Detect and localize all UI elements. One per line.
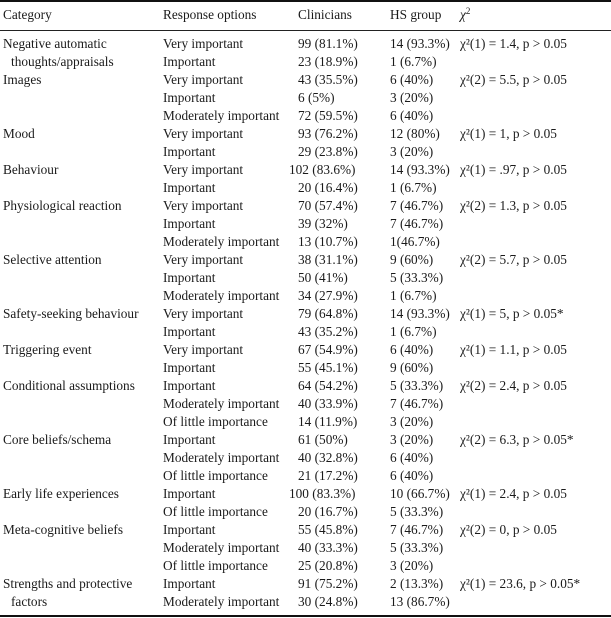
hs-group-cell: 3 (20%): [390, 558, 434, 573]
hs-group-cell: 6 (40%): [390, 342, 434, 357]
table-row: [0, 179, 611, 197]
hs-group-cell: 1 (6.7%): [390, 54, 437, 69]
response-option-cell: Important: [163, 360, 216, 375]
response-option-cell: Important: [163, 54, 216, 69]
table-row: [0, 35, 611, 53]
chi-square-cell: χ²(1) = 1.4, p > 0.05: [460, 36, 567, 51]
hs-group-cell: 10 (66.7%): [390, 486, 450, 501]
clinicians-cell: 70 (57.4%): [298, 198, 358, 213]
header-category: Category: [3, 7, 52, 22]
header-hs-group: HS group: [390, 7, 442, 22]
clinicians-cell: 34 (27.9%): [298, 288, 358, 303]
table-row: [0, 449, 611, 467]
table-row: [0, 359, 611, 377]
clinicians-cell: 64 (54.2%): [298, 378, 358, 393]
clinicians-cell: 25 (20.8%): [298, 558, 358, 573]
clinicians-cell: 91 (75.2%): [298, 576, 358, 591]
clinicians-cell: 43 (35.2%): [298, 324, 358, 339]
clinicians-cell: 67 (54.9%): [298, 342, 358, 357]
header-chi-square: $\chi^2$: [460, 6, 471, 22]
response-option-cell: Very important: [163, 342, 244, 357]
hs-group-cell: 3 (20%): [390, 90, 434, 105]
response-option-cell: Moderately important: [163, 288, 280, 303]
hs-group-cell: 6 (40%): [390, 72, 434, 87]
chi-square-cell: χ²(1) = 1.1, p > 0.05: [460, 342, 567, 357]
category-cell: factors: [11, 594, 48, 609]
table-row: [0, 143, 611, 161]
table-row: [0, 575, 611, 593]
response-option-cell: Very important: [163, 36, 244, 51]
response-option-cell: Very important: [163, 162, 244, 177]
category-cell: Core beliefs/schema: [3, 432, 112, 447]
hs-group-cell: 13 (86.7%): [390, 594, 450, 609]
table-row: [0, 395, 611, 413]
category-cell: Meta-cognitive beliefs: [3, 522, 123, 537]
chi-square-cell: χ²(2) = 6.3, p > 0.05*: [460, 432, 574, 447]
response-option-cell: Important: [163, 432, 216, 447]
category-cell: Negative automatic: [3, 36, 107, 51]
chi-square-cell: χ²(2) = 1.3, p > 0.05: [460, 198, 567, 213]
hs-group-cell: 5 (33.3%): [390, 378, 444, 393]
table-row: [0, 323, 611, 341]
hs-group-cell: 1 (6.7%): [390, 288, 437, 303]
table-row: [0, 233, 611, 251]
table-row: [0, 251, 611, 269]
category-cell: Safety-seeking behaviour: [3, 306, 139, 321]
table-row: [0, 89, 611, 107]
response-option-cell: Important: [163, 144, 216, 159]
clinicians-cell: 93 (76.2%): [298, 126, 358, 141]
response-option-cell: Of little importance: [163, 468, 268, 483]
table-row: [0, 539, 611, 557]
category-cell: Conditional assumptions: [3, 378, 135, 393]
category-cell: Physiological reaction: [3, 198, 122, 213]
table-row: [0, 305, 611, 323]
response-option-cell: Moderately important: [163, 450, 280, 465]
clinicians-cell: 61 (50%): [298, 432, 348, 447]
clinicians-cell: 100 (83.3%): [289, 486, 356, 501]
category-cell: Mood: [3, 126, 35, 141]
clinicians-cell: 40 (33.9%): [298, 396, 358, 411]
hs-group-cell: 9 (60%): [390, 252, 434, 267]
clinicians-cell: 40 (33.3%): [298, 540, 358, 555]
category-cell: Behaviour: [3, 162, 59, 177]
hs-group-cell: 3 (20%): [390, 144, 434, 159]
response-option-cell: Moderately important: [163, 396, 280, 411]
chi-square-cell: χ²(2) = 5.5, p > 0.05: [460, 72, 567, 87]
clinicians-cell: 40 (32.8%): [298, 450, 358, 465]
chi-square-cell: χ²(1) = 2.4, p > 0.05: [460, 486, 567, 501]
table-row: [0, 71, 611, 89]
clinicians-cell: 79 (64.8%): [298, 306, 358, 321]
response-option-cell: Moderately important: [163, 540, 280, 555]
table-row: [0, 485, 611, 503]
response-option-cell: Very important: [163, 126, 244, 141]
response-option-cell: Important: [163, 90, 216, 105]
clinicians-cell: 6 (5%): [298, 90, 335, 105]
category-cell: thoughts/appraisals: [11, 54, 114, 69]
category-cell: Strengths and protective: [3, 576, 133, 591]
table-row: [0, 593, 611, 611]
response-option-cell: Very important: [163, 72, 244, 87]
hs-group-cell: 7 (46.7%): [390, 216, 444, 231]
clinicians-cell: 99 (81.1%): [298, 36, 358, 51]
response-option-cell: Very important: [163, 252, 244, 267]
response-option-cell: Important: [163, 486, 216, 501]
header-rule: [0, 30, 611, 31]
response-option-cell: Moderately important: [163, 108, 280, 123]
chi-square-cell: χ²(2) = 2.4, p > 0.05: [460, 378, 567, 393]
response-option-cell: Important: [163, 522, 216, 537]
clinicians-cell: 43 (35.5%): [298, 72, 358, 87]
chi-square-cell: χ²(1) = 1, p > 0.05: [460, 126, 557, 141]
response-option-cell: Of little importance: [163, 558, 268, 573]
category-cell: Selective attention: [3, 252, 102, 267]
category-cell: Triggering event: [3, 342, 92, 357]
hs-group-cell: 6 (40%): [390, 450, 434, 465]
table-row: [0, 215, 611, 233]
hs-group-cell: 6 (40%): [390, 108, 434, 123]
clinicians-cell: 102 (83.6%): [289, 162, 356, 177]
hs-group-cell: 3 (20%): [390, 432, 434, 447]
response-option-cell: Of little importance: [163, 414, 268, 429]
table-row: [0, 341, 611, 359]
clinicians-cell: 14 (11.9%): [298, 414, 358, 429]
table-row: [0, 161, 611, 179]
table-row: [0, 107, 611, 125]
clinicians-cell: 20 (16.7%): [298, 504, 358, 519]
response-option-cell: Important: [163, 324, 216, 339]
chi-square-cell: χ²(2) = 0, p > 0.05: [460, 522, 557, 537]
response-option-cell: Moderately important: [163, 594, 280, 609]
response-option-cell: Important: [163, 576, 216, 591]
clinicians-cell: 39 (32%): [298, 216, 348, 231]
header-clinicians: Clinicians: [298, 7, 352, 22]
hs-group-cell: 14 (93.3%): [390, 36, 450, 51]
category-cell: Early life experiences: [3, 486, 119, 501]
hs-group-cell: 7 (46.7%): [390, 522, 444, 537]
hs-group-cell: 7 (46.7%): [390, 198, 444, 213]
clinicians-cell: 21 (17.2%): [298, 468, 358, 483]
response-option-cell: Very important: [163, 198, 244, 213]
table-row: [0, 521, 611, 539]
table-bottom-rule: [0, 615, 611, 617]
table-row: [0, 557, 611, 575]
hs-group-cell: 12 (80%): [390, 126, 440, 141]
clinicians-cell: 30 (24.8%): [298, 594, 358, 609]
table-row: [0, 53, 611, 71]
clinicians-cell: 50 (41%): [298, 270, 348, 285]
response-option-cell: Important: [163, 378, 216, 393]
chi-square-cell: χ²(1) = 23.6, p > 0.05*: [460, 576, 581, 591]
hs-group-cell: 5 (33.3%): [390, 540, 444, 555]
response-option-cell: Moderately important: [163, 234, 280, 249]
clinicians-cell: 38 (31.1%): [298, 252, 358, 267]
hs-group-cell: 5 (33.3%): [390, 270, 444, 285]
clinicians-cell: 13 (10.7%): [298, 234, 358, 249]
clinicians-cell: 55 (45.1%): [298, 360, 358, 375]
hs-group-cell: 2 (13.3%): [390, 576, 444, 591]
table-row: [0, 431, 611, 449]
table-row: [0, 269, 611, 287]
hs-group-cell: 5 (33.3%): [390, 504, 444, 519]
hs-group-cell: 7 (46.7%): [390, 396, 444, 411]
table-row: [0, 503, 611, 521]
table-row: [0, 413, 611, 431]
chi-square-cell: χ²(1) = .97, p > 0.05: [460, 162, 567, 177]
table-row: [0, 467, 611, 485]
response-option-cell: Of little importance: [163, 504, 268, 519]
response-option-cell: Important: [163, 216, 216, 231]
table-row: [0, 377, 611, 395]
response-option-cell: Important: [163, 180, 216, 195]
clinicians-cell: 29 (23.8%): [298, 144, 358, 159]
table-row: [0, 197, 611, 215]
chi-square-cell: χ²(2) = 5.7, p > 0.05: [460, 252, 567, 267]
table-top-rule: [0, 0, 611, 2]
hs-group-cell: 14 (93.3%): [390, 306, 450, 321]
hs-group-cell: 9 (60%): [390, 360, 434, 375]
hs-group-cell: 1(46.7%): [390, 234, 440, 249]
clinicians-cell: 72 (59.5%): [298, 108, 358, 123]
hs-group-cell: 1 (6.7%): [390, 324, 437, 339]
chi-square-cell: χ²(1) = 5, p > 0.05*: [460, 306, 564, 321]
category-cell: Images: [3, 72, 42, 87]
table-header-row: [0, 6, 611, 24]
clinicians-cell: 55 (45.8%): [298, 522, 358, 537]
response-option-cell: Important: [163, 270, 216, 285]
hs-group-cell: 6 (40%): [390, 468, 434, 483]
hs-group-cell: 14 (93.3%): [390, 162, 450, 177]
hs-group-cell: 3 (20%): [390, 414, 434, 429]
table-row: [0, 287, 611, 305]
header-response-options: Response options: [163, 7, 257, 22]
clinicians-cell: 20 (16.4%): [298, 180, 358, 195]
table-row: [0, 125, 611, 143]
hs-group-cell: 1 (6.7%): [390, 180, 437, 195]
response-option-cell: Very important: [163, 306, 244, 321]
clinicians-cell: 23 (18.9%): [298, 54, 358, 69]
